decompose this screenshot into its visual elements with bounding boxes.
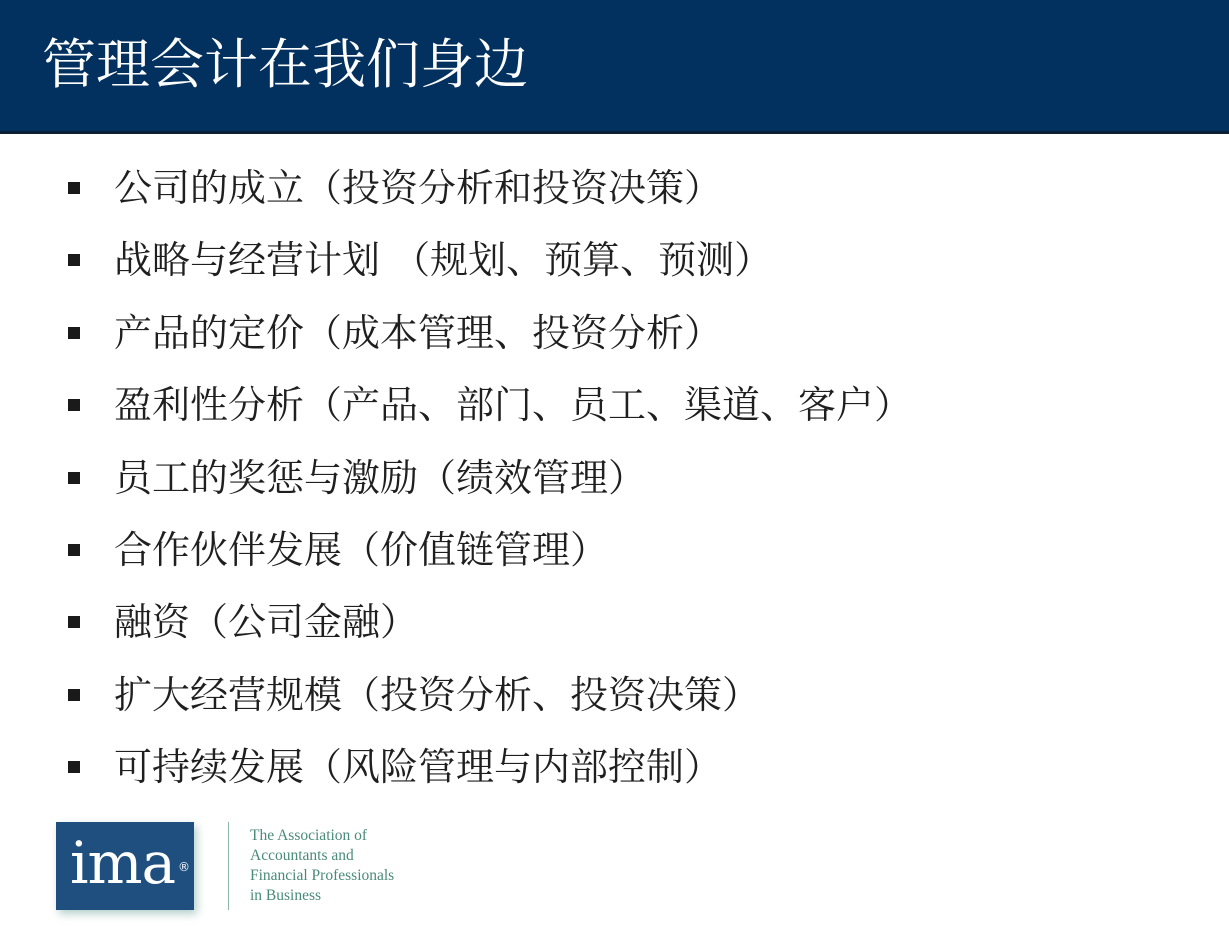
organization-name	[250, 826, 394, 906]
bullet-text: 可持续发展（风险管理与内部控制）	[114, 745, 723, 790]
org-name-line: in Business	[250, 887, 322, 904]
square-bullet-icon	[68, 254, 80, 266]
square-bullet-icon	[68, 761, 80, 773]
logo-divider	[228, 822, 229, 910]
bullet-item	[0, 152, 1229, 224]
square-bullet-icon	[68, 544, 80, 556]
square-bullet-icon	[68, 327, 80, 339]
bullet-text: 员工的奖惩与激励（绩效管理）	[114, 455, 647, 500]
square-bullet-icon	[68, 399, 80, 411]
bullet-list	[0, 152, 1229, 804]
square-bullet-icon	[68, 472, 80, 484]
title-bar	[0, 0, 1229, 134]
bullet-text: 战略与经营计划 （规划、预算、预测）	[114, 238, 773, 283]
square-bullet-icon	[68, 689, 80, 701]
bullet-item	[0, 442, 1229, 514]
footer-branding	[56, 822, 456, 922]
registered-mark: ®	[178, 860, 190, 874]
bullet-item	[0, 586, 1229, 658]
org-name-line: The Association of	[250, 827, 368, 844]
bullet-item	[0, 731, 1229, 803]
bullet-text: 盈利性分析（产品、部门、员工、渠道、客户）	[114, 383, 913, 428]
slide-title: 管理会计在我们身边	[42, 33, 528, 96]
square-bullet-icon	[68, 182, 80, 194]
bullet-item	[0, 369, 1229, 441]
bullet-item	[0, 659, 1229, 731]
bullet-item	[0, 297, 1229, 369]
bullet-text: 公司的成立（投资分析和投资决策）	[114, 166, 723, 210]
bullet-text: 融资（公司金融）	[114, 600, 419, 645]
bullet-item	[0, 224, 1229, 296]
square-bullet-icon	[68, 616, 80, 628]
org-name-line: Financial Professionals	[250, 867, 395, 884]
bullet-item	[0, 514, 1229, 586]
bullet-text: 产品的定价（成本管理、投资分析）	[114, 310, 723, 355]
logo-wordmark: ima	[70, 829, 176, 897]
org-name-line: Accountants and	[250, 847, 354, 864]
bullet-text: 扩大经营规模（投资分析、投资决策）	[114, 672, 761, 717]
ima-logo	[56, 822, 194, 910]
bullet-text: 合作伙伴发展（价值链管理）	[114, 527, 609, 572]
